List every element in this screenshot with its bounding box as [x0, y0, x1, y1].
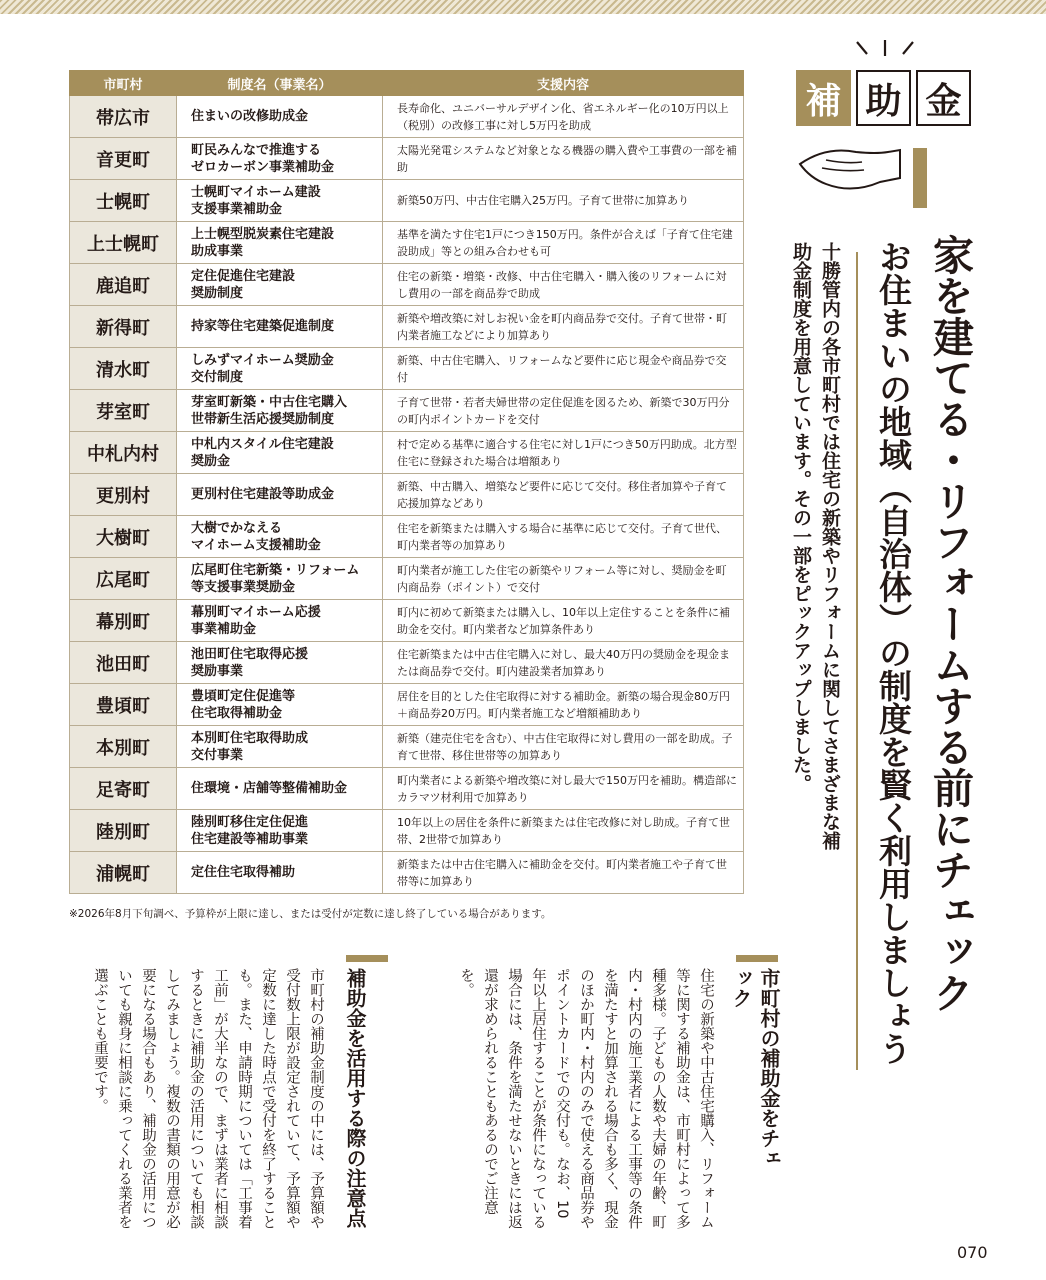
subsidy-table-wrapper	[69, 70, 743, 894]
city-cell: 豊頃町	[70, 684, 177, 726]
table-row	[70, 726, 744, 768]
support-cell: 子育て世帯・若者夫婦世帯の定住促進を図るため、新築で30万円分の町内ポイントカードを交付	[383, 390, 744, 432]
support-cell: 新築や増改築に対しお祝い金を町内商品券で交付。子育て世帯・町内業者施工などにより加算あり	[383, 306, 744, 348]
program-cell: 定住促進住宅建設 奨励制度	[177, 264, 383, 306]
program-cell: 持家等住宅建築促進制度	[177, 306, 383, 348]
support-cell: 新築50万円、中古住宅購入25万円。子育て世帯に加算あり	[383, 180, 744, 222]
section1-body: 住宅の新築や中古住宅購入、リフォーム等に関する補助金は、市町村によって多種多様。子どもの人数や夫婦の年齢、町内・村内の施工業者による工事等の条件を満たすと加算される場合も多く、現金のほか町内・村内のみで使える商品券やポイントカードでの交付も。なお、10年以上居住することが条件になっている場合には、条件を満たせないときには返還が求められることもあるのでご注意を。	[458, 968, 714, 1229]
table-row	[70, 264, 744, 306]
lead-text: 十勝管内の各市町村では住宅の新築やリフォームに関してさまざまな補助金制度を用意しています。その一部をピックアップしました。	[790, 242, 841, 850]
program-cell: 上士幌型脱炭素住宅建設 助成事業	[177, 222, 383, 264]
support-cell: 新築、中古購入、増築など要件に応じて交付。移住者加算や子育て応援加算などあり	[383, 474, 744, 516]
support-cell: 町内に初めて新築または購入し、10年以上定住することを条件に補助金を交付。町内業者など加算条件あり	[383, 600, 744, 642]
table-row	[70, 432, 744, 474]
program-cell: 町民みんなで推進する ゼロカーボン事業補助金	[177, 138, 383, 180]
badge-char-2: 助	[856, 70, 911, 126]
table-row	[70, 516, 744, 558]
table-row	[70, 558, 744, 600]
table-row	[70, 348, 744, 390]
city-cell: 更別村	[70, 474, 177, 516]
table-footnote: ※2026年8月下旬調べ、予算枠が上限に達し、または受付が定数に達し終了している場合があります。	[69, 908, 552, 920]
program-cell: 本別町住宅取得助成 交付事業	[177, 726, 383, 768]
program-cell: しみずマイホーム奨励金 交付制度	[177, 348, 383, 390]
page-subtitle: お住まいの地域（自治体）の制度を賢く利用しましょう	[874, 240, 913, 1065]
city-cell: 清水町	[70, 348, 177, 390]
program-cell: 幕別町マイホーム応援 事業補助金	[177, 600, 383, 642]
support-cell: 新築（建売住宅を含む）、中古住宅取得に対し費用の一部を助成。子育て世帯、移住世帯等の加算あり	[383, 726, 744, 768]
table-row	[70, 222, 744, 264]
city-cell: 幕別町	[70, 600, 177, 642]
support-cell: 10年以上の居住を条件に新築または住宅改修に対し助成。子育て世帯、2世帯で加算あり	[383, 810, 744, 852]
section2-bar	[346, 955, 388, 962]
support-cell: 住宅を新築または購入する場合に基準に応じて交付。子育て世代、町内業者等の加算あり	[383, 516, 744, 558]
section1-bar	[736, 955, 778, 962]
table-row	[70, 96, 744, 138]
city-cell: 鹿追町	[70, 264, 177, 306]
support-cell: 居住を目的とした住宅取得に対する補助金。新築の場合現金80万円＋商品券20万円。町内業者施工など増額補助あり	[383, 684, 744, 726]
table-row	[70, 138, 744, 180]
support-cell: 村で定める基準に適合する住宅に対し1戸につき50万円助成。北方型住宅に登録された場合は増額あり	[383, 432, 744, 474]
support-cell: 住宅新築または中古住宅購入に対し、最大40万円の奨励金を現金または商品券で交付。町内建設業者加算あり	[383, 642, 744, 684]
city-cell: 上士幌町	[70, 222, 177, 264]
table-body	[70, 96, 744, 894]
city-cell: 陸別町	[70, 810, 177, 852]
program-cell: 陸別町移住定住促進 住宅建設等補助事業	[177, 810, 383, 852]
table-row	[70, 768, 744, 810]
program-cell: 士幌町マイホーム建設 支援事業補助金	[177, 180, 383, 222]
support-cell: 基準を満たす住宅1戸につき150万円。条件が合えば「子育て住宅建設助成」等との組み合わせも可	[383, 222, 744, 264]
city-cell: 浦幌町	[70, 852, 177, 894]
page-number: 070	[957, 1243, 988, 1262]
program-cell: 中札内スタイル住宅建設 奨励金	[177, 432, 383, 474]
table-row	[70, 642, 744, 684]
section1-heading: 市町村の補助金をチェック	[729, 968, 781, 1168]
city-cell: 池田町	[70, 642, 177, 684]
city-cell: 新得町	[70, 306, 177, 348]
table-row	[70, 474, 744, 516]
support-cell: 太陽光発電システムなど対象となる機器の購入費や工事費の一部を補助	[383, 138, 744, 180]
badge-char-3: 金	[916, 70, 971, 126]
table-row	[70, 180, 744, 222]
program-cell: 豊頃町定住促進等 住宅取得補助金	[177, 684, 383, 726]
support-cell: 住宅の新築・増築・改修、中古住宅購入・購入後のリフォームに対し費用の一部を商品券で助成	[383, 264, 744, 306]
city-cell: 音更町	[70, 138, 177, 180]
section2-body: 市町村の補助金制度の中には、予算額や受付数上限が設定されていて、予算額や定数に達した時点で受付を終了することも。また、申請時期については「工事着工前」が大半なので、まずは業者に相談するときに補助金の活用についても相談してみましょう。複数の書類の用意が必要になる場合もあり、補助金の活用についても親身に相談に乗ってくれる業者を選ぶことも重要です。	[92, 968, 324, 1229]
table-row	[70, 684, 744, 726]
top-pattern-band	[0, 0, 1046, 14]
sparkle-icon	[853, 38, 917, 60]
city-cell: 士幌町	[70, 180, 177, 222]
header-program: 制度名（事業名）	[177, 71, 383, 96]
program-cell: 更別村住宅建設等助成金	[177, 474, 383, 516]
city-cell: 本別町	[70, 726, 177, 768]
support-cell: 長寿命化、ユニバーサルデザイン化、省エネルギー化の10万円以上（税別）の改修工事に対し5万円を助成	[383, 96, 744, 138]
city-cell: 足寄町	[70, 768, 177, 810]
program-cell: 芽室町新築・中古住宅購入 世帯新生活応援奨励制度	[177, 390, 383, 432]
city-cell: 大樹町	[70, 516, 177, 558]
table-row	[70, 306, 744, 348]
badge-cuff	[913, 148, 927, 208]
support-cell: 町内業者が施工した住宅の新築やリフォーム等に対し、奨励金を町内商品券（ポイント）で交付	[383, 558, 744, 600]
program-cell: 広尾町住宅新築・リフォーム 等支援事業奨励金	[177, 558, 383, 600]
support-cell: 新築、中古住宅購入、リフォームなど要件に応じ現金や商品券で交付	[383, 348, 744, 390]
title-divider	[856, 252, 858, 1070]
city-cell: 広尾町	[70, 558, 177, 600]
city-cell: 帯広市	[70, 96, 177, 138]
support-cell: 新築または中古住宅購入に補助金を交付。町内業者施工や子育て世帯等に加算あり	[383, 852, 744, 894]
table-row	[70, 600, 744, 642]
support-cell: 町内業者による新築や増改築に対し最大で150万円を補助。構造部にカラマツ材利用で加算あり	[383, 768, 744, 810]
table-row	[70, 390, 744, 432]
program-cell: 池田町住宅取得応援 奨励事業	[177, 642, 383, 684]
table-row	[70, 810, 744, 852]
badge-char-1: 補	[796, 70, 851, 126]
program-cell: 定住住宅取得補助	[177, 852, 383, 894]
program-cell: 住まいの改修助成金	[177, 96, 383, 138]
section2-heading: 補助金を活用する際の注意点	[343, 968, 367, 1228]
program-cell: 大樹でかなえる マイホーム支援補助金	[177, 516, 383, 558]
city-cell: 芽室町	[70, 390, 177, 432]
city-cell: 中札内村	[70, 432, 177, 474]
header-city: 市町村	[70, 71, 177, 96]
table-row	[70, 852, 744, 894]
page-title: 家を建てる・リフォームする前にチェック	[926, 234, 974, 1013]
program-cell: 住環境・店舗等整備補助金	[177, 768, 383, 810]
subsidy-table	[69, 70, 744, 894]
table-header-row	[70, 71, 744, 96]
header-support: 支援内容	[383, 71, 744, 96]
open-hand-icon	[796, 138, 916, 198]
